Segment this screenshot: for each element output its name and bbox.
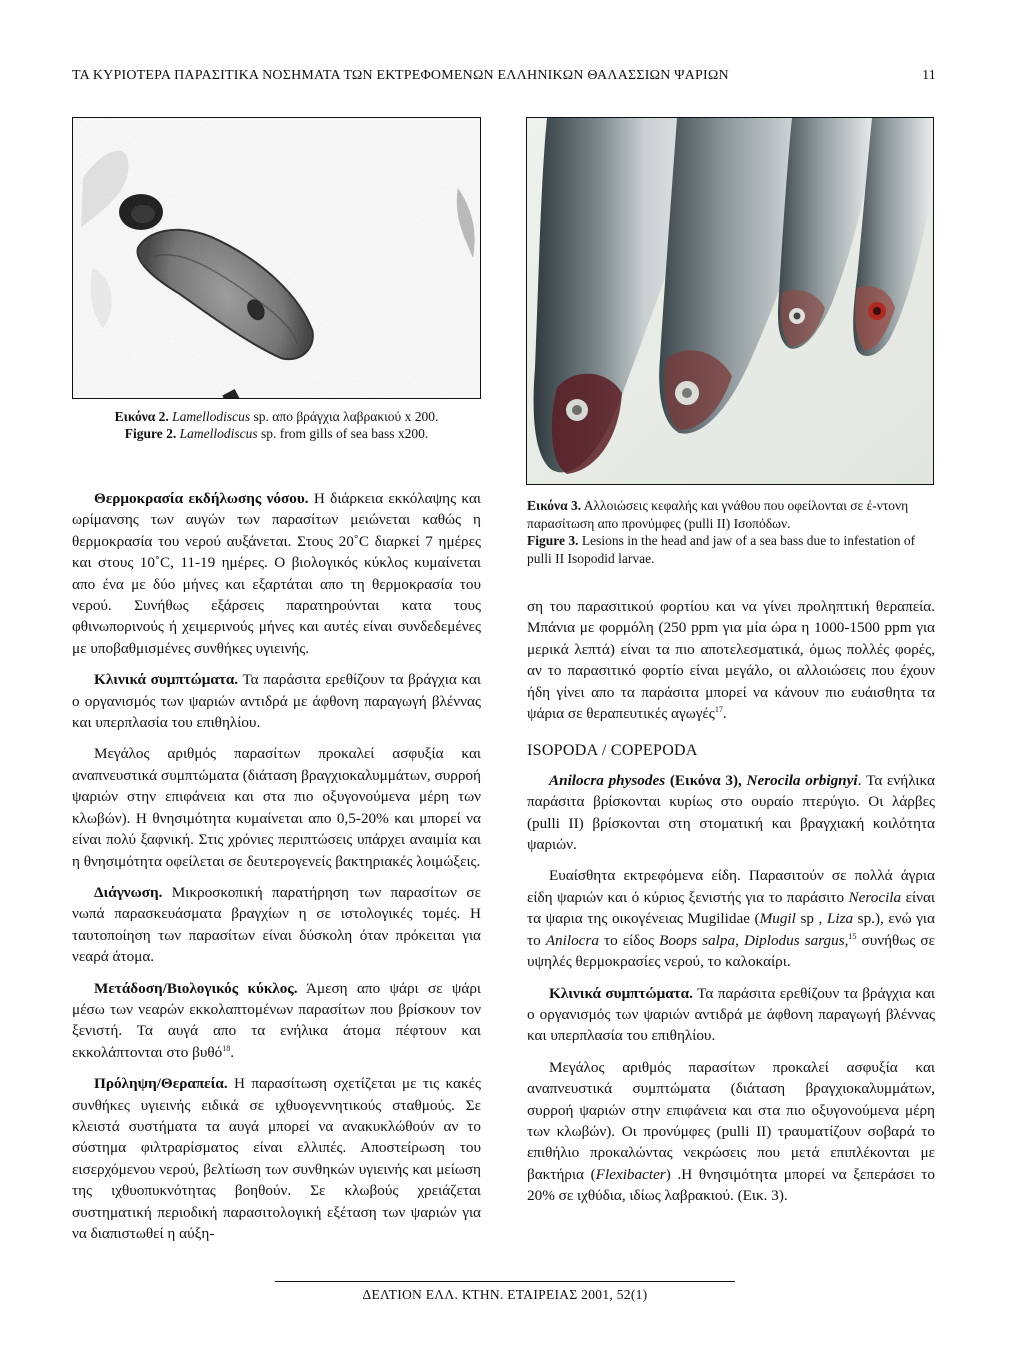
running-title: ΤΑ ΚΥΡΙΟΤΕΡΑ ΠΑΡΑΣΙΤΙΚΑ ΝΟΣΗΜΑΤΑ ΤΩΝ ΕΚΤΡΕΦΟΜΕΝΩΝ ΕΛΛΗΝΙΚΩΝ ΘΑΛΑΣΣΙΩΝ ΨΑΡΙΩΝ	[72, 68, 729, 83]
lamellodiscus-micrograph-image	[73, 118, 481, 399]
figure-2-label-en: Figure 2.	[124, 426, 177, 441]
right-paragraph-continuation: ση του παρασιτικού φορτίου και να γίνει προληπτική θεραπεία. Μπάνια με φορμόλη (250 ppm για μία ώρα η 1000-1500 ppm για μερικά λεπτά) είναι τα πιο αποτελεσματικά, όμως πολλές φορές, αν το παρασιτικό φορτίο είναι μεγάλο, οι αλλοιώσεις που έχουν ήδη γίνει απο τα παράσιτα μπορεί να κάνουν πιο ευάισθητα τα ψάρια σε θεραπευτικές αγωγές$^{17}$.	[527, 598, 935, 723]
reference-18: 18	[222, 1043, 231, 1053]
figure-2-caption-greek	[72, 408, 481, 425]
left-paragraph-transmission: Μετάδοση/Βιολογικός κύκλος. Άμεση απο ψάρι σε ψάρι μέσω των νεαρών εκκολαπτομένων παρασίτων που βρίσκουν τον ξενιστή. Τα αυγά απο τα ενήλικα άτομα πέφτουν και εκκολάπτονται στο βυθό$^{18}$.	[72, 979, 481, 1061]
heading-temperature: Θερμοκρασία εκδήλωσης νόσου.	[94, 490, 309, 507]
left-paragraph-clinical: Κλινικά συμπτώματα. Τα παράσιτα ερεθίζουν τα βράγχια και ο οργανισμός των ψαριών αντιδρά με άφθονη παραγωγή βλέννας και υπερπλασία του επιθηλίου.	[72, 671, 481, 732]
figure-3-label-en: Figure 3.	[527, 533, 579, 548]
figure-2-label-gr: Εικόνα 2.	[114, 409, 169, 424]
heading-clinical-signs: Κλινικά συμπτώματα.	[94, 671, 239, 689]
sea-bass-lesions-image	[527, 118, 934, 485]
figure-2-genus-gr: Lamellodiscus	[172, 409, 251, 424]
journal-footer: ΔΕΛΤΙΟΝ ΕΛΛ. ΚΤΗΝ. ΕΤΑΙΡΕΙΑΣ 2001, 52(1)	[275, 1281, 735, 1303]
right-column	[527, 596, 935, 1207]
right-paragraph-hosts: Ευαίσθητα εκτρεφόμενα είδη. Παρασιτούν σε πολλά άγρια είδη ψαριών και ό κύριος ξενιστής για το παράσιτο Nerocila είναι τα ψαρια της οικογένειας Mugilidae (Mugil sp , Liza sp.), ενώ για το Anilocra το είδος Boops salpa, Diplodus sargus,$^{15}$ συνήθως σε υψηλές θερμοκρασίες νερού, το καλοκαίρι.	[527, 867, 935, 971]
figure-3-text-en: Lesions in the head and jaw of a sea bass due to infestation of pulli II Isopodid larvae.	[527, 533, 916, 566]
page-number: 11	[922, 68, 936, 83]
section-heading-isopoda: ISOPODA / COPEPODA	[527, 742, 698, 760]
figure-3-fish-photo	[526, 117, 934, 485]
figure-3-caption	[527, 497, 935, 567]
figure-2-text-en: sp. from gills of sea bass x200.	[257, 426, 429, 441]
species-anilocra: Anilocra physodes	[549, 771, 666, 789]
right-paragraph-clinical: Κλινικά συμπτώματα. Τα παράσιτα ερεθίζουν τα βράγχια και ο οργανισμός των ψαριών αντιδρά με άφθονη παραγωγή βλέννας και υπερπλασία του επιθηλίου.	[527, 984, 935, 1045]
heading-transmission: Μετάδοση/Βιολογικός κύκλος.	[94, 979, 298, 997]
right-paragraph-species: Anilocra physodes (Εικόνα 3), Nerocila orbignyi. Τα ενήλικα παράσιτα βρίσκονται κυρίως στο ουραίο πτερύγιο. Οι λάρβες (pulli II) βρίσκονται στη στοματική και βραγχιακή κοιλότητα ψαριών.	[527, 771, 935, 854]
left-paragraph-prevention: Πρόληψη/Θεραπεία. Η παρασίτωση σχετίζεται με τις κακές συνθήκες υγιεινής ειδικά σε ιχθυογεννητικούς σταθμούς. Σε κλειστά συστήματα τα αυγά μπορεί να ανακυκλώθούν αν το σύστημα φιλτραρίσματος είναι ελλιπές. Αποστείρωση του εισερχόμενου νερού, βελτίωση των συνθηκών υγιεινής και μείωση της ιχθυοπυκνότητας βοηθούν. Σε κλωβούς χρειάζεται συστηματική περιοδική παρασιτολογική εξέταση των ψαριών για να διαπιστωθεί η αύξη-	[72, 1075, 481, 1242]
heading-clinical-signs-isopoda: Κλινικά συμπτώματα.	[549, 984, 693, 1002]
left-paragraph-diagnosis: Διάγνωση. Μικροσκοπική παρατήρηση των παρασίτων σε νωπά παρασκευάσματα βραγχίων η σε ιστολογικές τομές. Η ταυτοποίηση των παρασίτων είναι δύσκολη όταν πρόκειται για νεαρά άτομα.	[72, 883, 481, 966]
figure-2-caption	[72, 408, 481, 442]
figure-2-caption-english	[72, 425, 481, 442]
figure-3-caption-english	[527, 532, 935, 567]
reference-17: 17	[714, 704, 723, 714]
figure-2-text-gr: sp. απο βράγχια λαβρακιού x 200.	[250, 409, 439, 424]
reference-15: 15	[848, 931, 857, 941]
left-paragraph-temperature: Θερμοκρασία εκδήλωσης νόσου. Η διάρκεια εκκόλαψης και ωρίμανσης των αυγών των παρασίτων μειώνεται καθώς η θερμοκρασία του νερού αυξάνεται. Στους 20˚C διαρκεί 7 ημέρες και στους 10˚C, 11-19 ημέρες. Ο βιολογικός κύκλος κυμαίνεται απο ένα με δύο μήνες και εξαρτάται απο τη θερμοκρασία του νερού. Συνήθως εξάρσεις παρατηρούνται κατα τους φθινωπορινούς ή χειμερινούς μήνες και αυτές είναι συνδεδεμένες με υποβαθμισμένες συνθήκες υγιεινής.	[72, 490, 481, 657]
species-nerocila: Nerocila orbignyi	[741, 771, 858, 789]
figure-3-label-gr: Εικόνα 3.	[527, 498, 582, 513]
figure-2-genus-en: Lamellodiscus	[179, 426, 258, 441]
figure-3-text-gr: Αλλοιώσεις κεφαλής και γνάθου που οφείλονται σε έ-ντονη παρασίτωση απο προνύμφες (pulli II) Ισοπόδων.	[527, 498, 909, 531]
running-header	[72, 68, 936, 84]
left-column	[72, 488, 481, 1244]
figure-2-micrograph	[72, 117, 481, 399]
heading-prevention: Πρόληψη/Θεραπεία.	[94, 1075, 228, 1093]
figure-3-caption-greek	[527, 497, 935, 532]
heading-diagnosis: Διάγνωση.	[94, 883, 163, 901]
right-paragraph-mortality: Μεγάλος αριθμός παρασίτων προκαλεί ασφυξία και αναπνευστικά συμπτώματα (διάταση βραγχιοκαλυμμάτων, συρροή ψαριών στην επιφάνεια και στα πιο οξυγονούμενα μέρη των κλωβών). Οι προνύμφες (pulli II) τραυματίζουν σοβαρά το επιθήλιο προκαλώντας νεκρώσεις που μετά επιπλέκονται με βακτήρια (Flexibacter) .Η θνησιμότητα μπορεί να ξεπεράσει το 20% σε ιχθύδια, ιδίως λαβρακιού. (Εικ. 3).	[527, 1058, 935, 1205]
left-paragraph-asphyxia: Μεγάλος αριθμός παρασίτων προκαλεί ασφυξία και αναπνευστικά συμπτώματα (διάταση βραγχιοκαλυμμάτων, συρροή ψαριών στην επιφάνεια και στα πιο οξυγονούμενα μέρη των κλωβών). Η θνησιμότητα κυμαίνεται απο 0,5-20% και μπορεί να είναι πολύ ξαφνική. Στις χρόνιες περιπτώσεις υπάρχει αναιμία και η θνησιμότητα οφείλεται σε δευτερογενείς βακτηριακές λοιμώξεις.	[72, 745, 481, 870]
